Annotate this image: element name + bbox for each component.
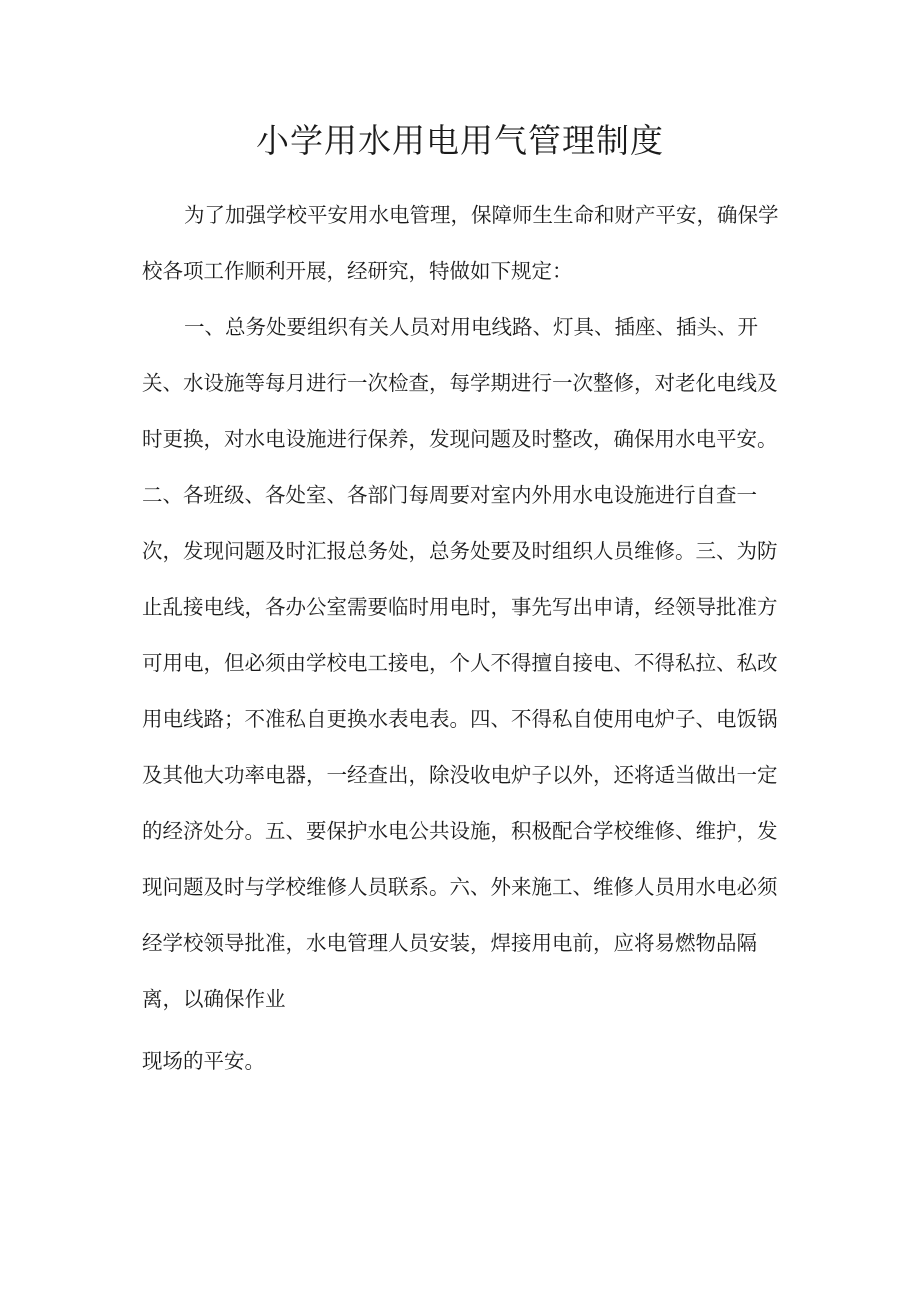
paragraph-line: 为了加强学校平安用水电管理，保障师生生命和财产平安，确保学 — [184, 203, 779, 227]
paragraph-line: 关、水设施等每月进行一次检查，每学期进行一次整修，对老化电线及 — [142, 371, 778, 395]
paragraph-line: 离，以确保作业 — [142, 987, 286, 1011]
paragraph-line: 时更换，对水电设施进行保养，发现问题及时整改，确保用水电平安。 — [142, 427, 778, 451]
document-title: 小学用水用电用气管理制度 — [256, 121, 664, 160]
paragraph-line: 校各项工作顺利开展，经研究，特做如下规定： — [142, 259, 573, 283]
paragraph-line: 止乱接电线，各办公室需要临时用电时，事先写出申请，经领导批准方 — [142, 595, 778, 619]
paragraph-line: 现问题及时与学校维修人员联系。六、外来施工、维修人员用水电必须 — [142, 875, 778, 899]
paragraph-line: 可用电，但必须由学校电工接电，个人不得擅自接电、不得私拉、私改 — [142, 651, 778, 675]
paragraph-line: 次，发现问题及时汇报总务处，总务处要及时组织人员维修。三、为防 — [142, 539, 778, 563]
paragraph-line: 的经济处分。五、要保护水电公共设施，积极配合学校维修、维护，发 — [142, 819, 778, 843]
paragraph-line: 及其他大功率电器，一经查出，除没收电炉子以外，还将适当做出一定 — [142, 763, 778, 787]
paragraph-line: 二、各班级、各处室、各部门每周要对室内外用水电设施进行自查一 — [142, 483, 757, 507]
paragraph-line: 一、总务处要组织有关人员对用电线路、灯具、插座、插头、开 — [184, 315, 758, 339]
paragraph-line: 现场的平安。 — [142, 1049, 265, 1073]
paragraph-line: 用电线路；不准私自更换水表电表。四、不得私自使用电炉子、电饭锅 — [142, 707, 778, 731]
paragraph-line: 经学校领导批准，水电管理人员安装，焊接用电前，应将易燃物品隔 — [142, 931, 757, 955]
